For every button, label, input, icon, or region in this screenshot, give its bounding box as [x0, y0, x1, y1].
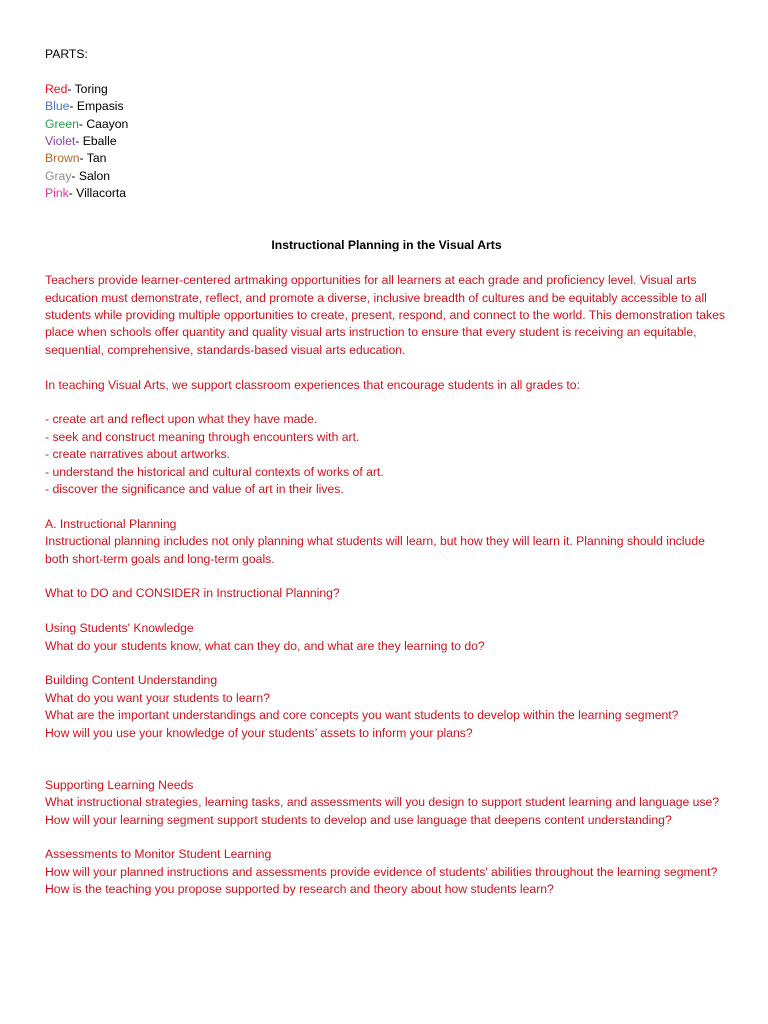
part-item-gray [45, 168, 728, 185]
question-line: What do your students know, what can they do, and what are they learning to do? [45, 638, 485, 653]
question-line: What instructional strategies, learning tasks, and assessments will you design to support student learning and language use? [45, 795, 720, 810]
question-line: What do you want your students to learn? [45, 690, 270, 705]
section-assessments [45, 846, 728, 898]
bullet-item: - create narratives about artworks. [45, 447, 230, 462]
section-content-understanding [45, 672, 728, 742]
spacer [45, 603, 728, 620]
part-color-word: Blue [45, 99, 70, 114]
bullet-item: - create art and reflect upon what they have made. [45, 412, 318, 427]
spacer [45, 829, 728, 846]
part-separator: - [79, 151, 87, 166]
question-line: How will your planned instructions and assessments provide evidence of students' abilities throughout the learning segment? [45, 864, 718, 879]
document-title: Instructional Planning in the Visual Arts [271, 238, 502, 253]
section-heading: Supporting Learning Needs [45, 777, 194, 792]
spacer [45, 655, 728, 672]
bullet-item: - discover the significance and value of art in their lives. [45, 482, 344, 497]
part-item-violet [45, 133, 728, 150]
question-line: How will you use your knowledge of your students’ assets to inform your plans? [45, 725, 473, 740]
part-separator: - [69, 99, 77, 114]
consider-question: What to DO and CONSIDER in Instructional Planning? [45, 586, 340, 601]
question-line: How will your learning segment support students to develop and use language that deepens content understanding? [45, 812, 672, 827]
part-member-name: Eballe [82, 134, 117, 149]
section-heading: Building Content Understanding [45, 673, 218, 688]
spacer [45, 359, 728, 376]
part-separator: - [71, 168, 79, 183]
spacer [45, 742, 728, 759]
spacer [45, 568, 728, 585]
question-line: How is the teaching you propose supported by research and theory about how students learn? [45, 882, 554, 897]
section-students-knowledge [45, 620, 728, 655]
spacer [45, 203, 728, 220]
part-item-pink [45, 185, 728, 202]
part-separator: - [78, 116, 87, 131]
section-heading: A. Instructional Planning [45, 516, 177, 531]
part-member-name: Empasis [76, 99, 124, 114]
section-instructional-planning [45, 516, 728, 568]
support-intro: In teaching Visual Arts, we support classroom experiences that encourage students in all grades to: [45, 377, 580, 392]
part-color-word: Red [45, 81, 68, 96]
spacer [45, 759, 728, 776]
part-separator: - [75, 134, 83, 149]
part-color-word: Gray [45, 168, 72, 183]
spacer [45, 255, 728, 272]
spacer [45, 498, 728, 515]
part-member-name: Villacorta [76, 186, 127, 201]
part-item-red [45, 81, 728, 98]
spacer [45, 63, 728, 80]
question-line: What are the important understandings and core concepts you want students to develop within the learning segment? [45, 708, 679, 723]
section-heading: Assessments to Monitor Student Learning [45, 847, 272, 862]
section-text: Instructional planning includes not only planning what students will learn, but how they will learn it. Planning should include both short-term goals and long-term goals. [45, 534, 705, 566]
section-heading: Using Students' Knowledge [45, 621, 194, 636]
part-item-green [45, 116, 728, 133]
part-member-name: Caayon [86, 116, 129, 131]
parts-heading: PARTS: [45, 47, 88, 61]
part-color-word: Green [45, 116, 79, 131]
part-separator: - [67, 81, 75, 96]
part-item-brown [45, 150, 728, 167]
part-member-name: Tan [86, 151, 107, 166]
part-color-word: Brown [45, 151, 80, 166]
bullet-item: - understand the historical and cultural contexts of works of art. [45, 464, 384, 479]
bullet-item: - seek and construct meaning through encounters with art. [45, 429, 360, 444]
bullet-list [45, 411, 728, 498]
document-body [45, 272, 728, 898]
part-separator: - [68, 186, 77, 201]
part-member-name: Salon [78, 168, 111, 183]
part-member-name: Toring [74, 81, 108, 96]
part-color-word: Pink [45, 186, 69, 201]
spacer [45, 220, 728, 237]
part-item-blue [45, 98, 728, 115]
intro-paragraph: Teachers provide learner-centered artmaking opportunities for all learners at each grade and proficiency level. Visual arts education must demonstrate, reflect, and promote a diverse, inclusive breadth of cultures and be equitably accessible to all students while providing multiple opportunities to create, present, respond, and connect to the world. This demonstration takes place when schools offer quantity and quality visual arts instruction to ensure that every student is receiving an equitable, sequential, comprehensive, standards-based visual arts education. [45, 273, 725, 357]
part-color-word: Violet [45, 134, 76, 149]
spacer [45, 394, 728, 411]
parts-list [45, 81, 728, 203]
section-learning-needs [45, 777, 728, 829]
